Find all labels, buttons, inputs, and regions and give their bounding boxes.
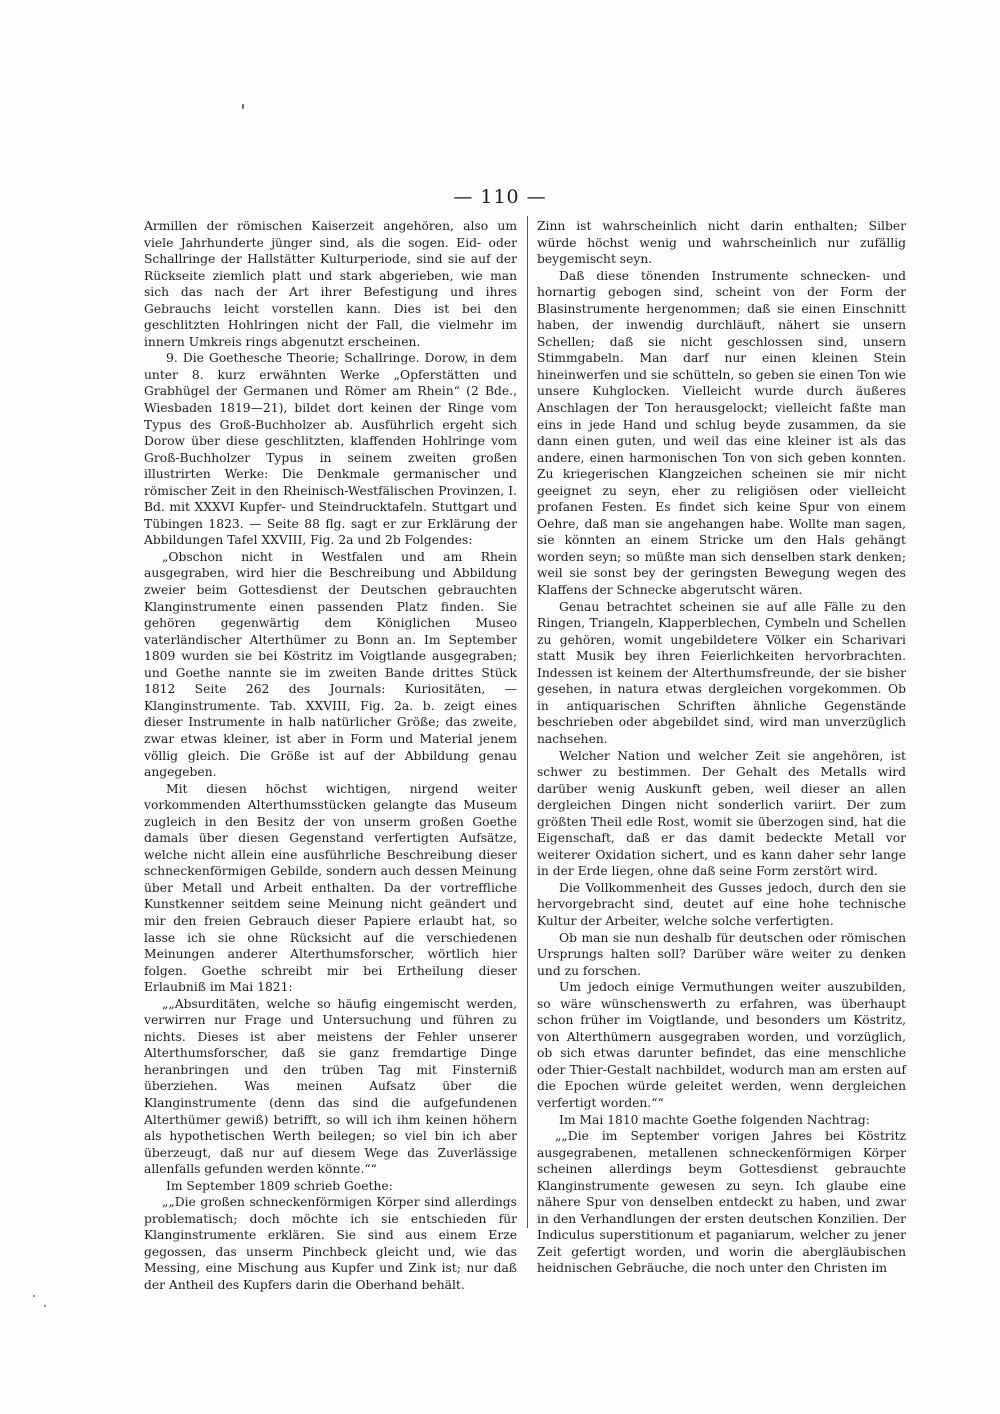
paragraph: Zinn ist wahrscheinlich nicht darin enthalten; Silber würde höchst wenig und wahrscheinlich nur zufällig beygemischt seyn. — [537, 219, 906, 267]
paragraph: Armillen der römischen Kaiserzeit angehören, also um viele Jahrhunderte jünger sind, als die sogen. Eid- oder Schallringe der Hallstätter Kulturperiode, sind sie auf der Rückseite ziemlich platt und stark abgerieben, wie man sich das nach der Art ihrer Befestigung und ihres Gebrauchs leicht vorstellen kann. Dies ist bei den geschlitzten Hohlringen nicht der Fall, die vielmehr im innern Umkreis rings abgenutzt erscheinen. — [144, 219, 517, 349]
paragraph: Mit diesen höchst wichtigen, nirgend weiter vorkommenden Alterthumsstücken gelangte das Museum zugleich in den Besitz der von unserm großen Goethe damals über diesen Gegenstand verfertigten Aufsätze, welche nicht allein eine ausführliche Beschreibung dieser schneckenförmigen Gebilde, sondern auch dessen Meinung über Metall und Arbeit enthalten. Da der vortreffliche Kunstkenner seitdem seine Meinung nicht geändert und mir den freien Gebrauch dieser Papiere erlaubt hat, so lasse ich sie ohne Rücksicht auf die verschiedenen Meinungen anderer Alterthumsforscher, wörtlich hier folgen. Goethe schreibt mir bei Ertheilung dieser Erlaubniß im Mai 1821: — [144, 781, 517, 995]
paragraph: Die Vollkommenheit des Gusses jedoch, durch den sie hervorgebracht sind, deutet auf eine hohe technische Kultur der Arbeiter, welche solche verfertigten. — [537, 880, 906, 928]
page-number: — 110 — — [453, 186, 547, 208]
ink-speck — [44, 1305, 46, 1307]
paragraph: Im September 1809 schrieb Goethe: — [166, 1178, 393, 1193]
section-heading-paragraph: 9. Die Goethesche Theorie; Schallringe. Dorow, in dem unter 8. kurz erwähnten Werke „Opferstätten und Grabhügel der Germanen und Römer am Rhein“ (2 Bde., Wiesbaden 1819—21), bildet dort keinen der Ringe vom Typus des Groß-Buchholzer ab. Ausführlich ergeht sich Dorow über diese geschlitzten, klaffenden Hohlringe vom Groß-Buchholzer Typus in seinem zweiten großen illustrirten Werke: Die Denkmale germanischer und römischer Zeit in den Rheinisch-Westfälischen Provinzen, I. Bd. mit XXXVI Kupfer- und Steindrucktafeln. Stuttgart und Tübingen 1823. — Seite 88 flg. sagt er zur Erklärung der Abbildungen Tafel XXVIII, Fig. 2a und 2b Folgendes: — [144, 351, 517, 548]
right-text-column — [537, 218, 906, 1276]
quote-paragraph: „„Die großen schneckenförmigen Körper sind allerdings problematisch; doch möchte ich sie entschieden für Klanginstrumente erklären. Sie sind aus einem Erze gegossen, das unserm Pinchbeck gleicht und, wie das Messing, eine Mischung aus Kupfer und Zink ist; nur daß der Antheil des Kupfers darin die Oberhand behält. — [144, 1195, 517, 1292]
paragraph: Ob man sie nun deshalb für deutschen oder römischen Ursprungs halten soll? Darüber wäre weiter zu denken und zu forschen. — [537, 930, 906, 978]
paragraph: Daß diese tönenden Instrumente schnecken- und hornartig gebogen sind, scheint von der Form der Blasinstrumente hergenommen; daß sie einen Einschnitt haben, der inwendig durchläuft, nähert sie unsern Schellen; daß sie nicht geschlossen sind, unsern Stimmgabeln. Man darf nur einen kleinen Stein hineinwerfen und sie schütteln, so geben sie einen Ton wie unsere Kuhglocken. Vielleicht wurde durch äußeres Anschlagen der Ton herausgelockt; vielleicht faßte man eins in jede Hand und schlug beyde zusammen, da sie dann einen guten, und weil das eine kleiner ist als das andere, einen harmonischen Ton von sich geben konnten. Zu kriegerischen Klangzeichen scheinen sie mir nicht geeignet zu seyn, eher zu religiösen oder vielleicht profanen Festen. Es findet sich keine Spur von einem Oehre, daß man sie angehangen habe. Wollte man sagen, sie könnten an einem Stricke um den Hals gehängt worden seyn; so müßte man sich denselben stark denken; weil sie sonst bey der geringsten Bewegung wegen des Klaffens der Schnecke abgerutscht wären. — [537, 268, 906, 598]
ink-speck — [242, 104, 244, 109]
quote-paragraph: „Obschon nicht in Westfalen und am Rhein ausgegraben, wird hier die Beschreibung und Abbildung zweier beim Gottesdienst der Deutschen gebrauchten Klanginstrumente einen passenden Platz finden. Sie gehören gegenwärtig dem Königlichen Museo vaterländischer Alterthümer zu Bonn an. Im September 1809 wurden sie bei Köstritz im Voigtlande ausgegraben; und Goethe nannte sie im zweiten Bande drittes Stück 1812 Seite 262 des Journals: Kuriositäten, — Klanginstrumente. Tab. XXVIII, Fig. 2a. b. zeigt eines dieser Instrumente in halb natürlicher Größe; das zweite, zwar etwas kleiner, ist aber in Form und Material jenem völlig gleich. Die Größe ist auf der Abbildung genau angegeben. — [144, 549, 517, 780]
paragraph: Welcher Nation und welcher Zeit sie angehören, ist schwer zu bestimmen. Der Gehalt des Metalls wird darüber wenig Auskunft geben, weil dieser an allen dergleichen Dingen nicht sonderlich variirt. Der zum größten Theil edle Rost, womit sie überzogen sind, hat die Eigenschaft, daß er das damit bedeckte Metall vor weiterer Oxidation sichert, und es kann daher sehr lange in der Erde liegen, ohne daß seine Form zerstört wird. — [537, 748, 906, 879]
column-divider — [527, 216, 528, 1228]
paragraph: Genau betrachtet scheinen sie auf alle Fälle zu den Ringen, Triangeln, Klapperblechen, Cymbeln und Schellen zu gehören, womit ungebildetere Völker ein Scharivari statt Musik bey ihren Feierlichkeiten hervorbrachten. Indessen ist keinem der Alterthumsfreunde, der sie bisher gesehen, in natura etwas dergleichen vorgekommen. Ob in antiquarischen Schriften ähnliche Gegenstände beschrieben oder abgebildet sind, wird man unverzüglich nachsehen. — [537, 599, 906, 746]
quote-paragraph: „„Die im September vorigen Jahres bei Köstritz ausgegrabenen, metallenen schneckenförmigen Körper scheinen allerdings beym Gottesdienst gebrauchte Klanginstrumente gewesen zu seyn. Ich glaube eine nähere Spur von denselben entdeckt zu haben, und zwar in den Verhandlungen der ersten deutschen Konzilien. Der Indiculus superstitionum et paganiarum, welcher zu jener Zeit gefertigt worden, und worin die abergläubischen heidnischen Gebräuche, die noch unter den Christen im — [537, 1129, 906, 1276]
quote-paragraph: „„Absurditäten, welche so häufig eingemischt werden, verwirren nur Frage und Untersuchung und führen zu nichts. Dieses ist aber meistens der Fehler unserer Alterthumsforscher, daß sie ganz fremdartige Dinge heranbringen und den trüben Tag mit Finsterniß überziehen. Was meinen Aufsatz über die Klanginstrumente (denn das sind die aufgefundenen Alterthümer gewiß) betrifft, so will ich ihm keinen höhern als hypothetischen Werth beilegen; so viel bin ich aber überzeugt, daß nur auf diesem Wege das Zuverlässige allenfalls gefunden werden könnte.““ — [144, 996, 517, 1177]
paragraph: Im Mai 1810 machte Goethe folgenden Nachtrag: — [559, 1112, 870, 1127]
left-text-column — [144, 218, 517, 1292]
paragraph: Um jedoch einige Vermuthungen weiter auszubilden, so wäre wünschenswerth zu erfahren, was überhaupt schon früher im Voigtlande, und besonders um Köstritz, von Alterthümern ausgegraben worden, und vorzüglich, ob sich etwas darunter befindet, das eine menschliche oder Thier-Gestalt nachbildet, wodurch man am ersten auf die Epochen würde geleitet werden, wenn dergleichen verfertigt worden.““ — [537, 980, 906, 1110]
ink-speck — [33, 1295, 35, 1297]
